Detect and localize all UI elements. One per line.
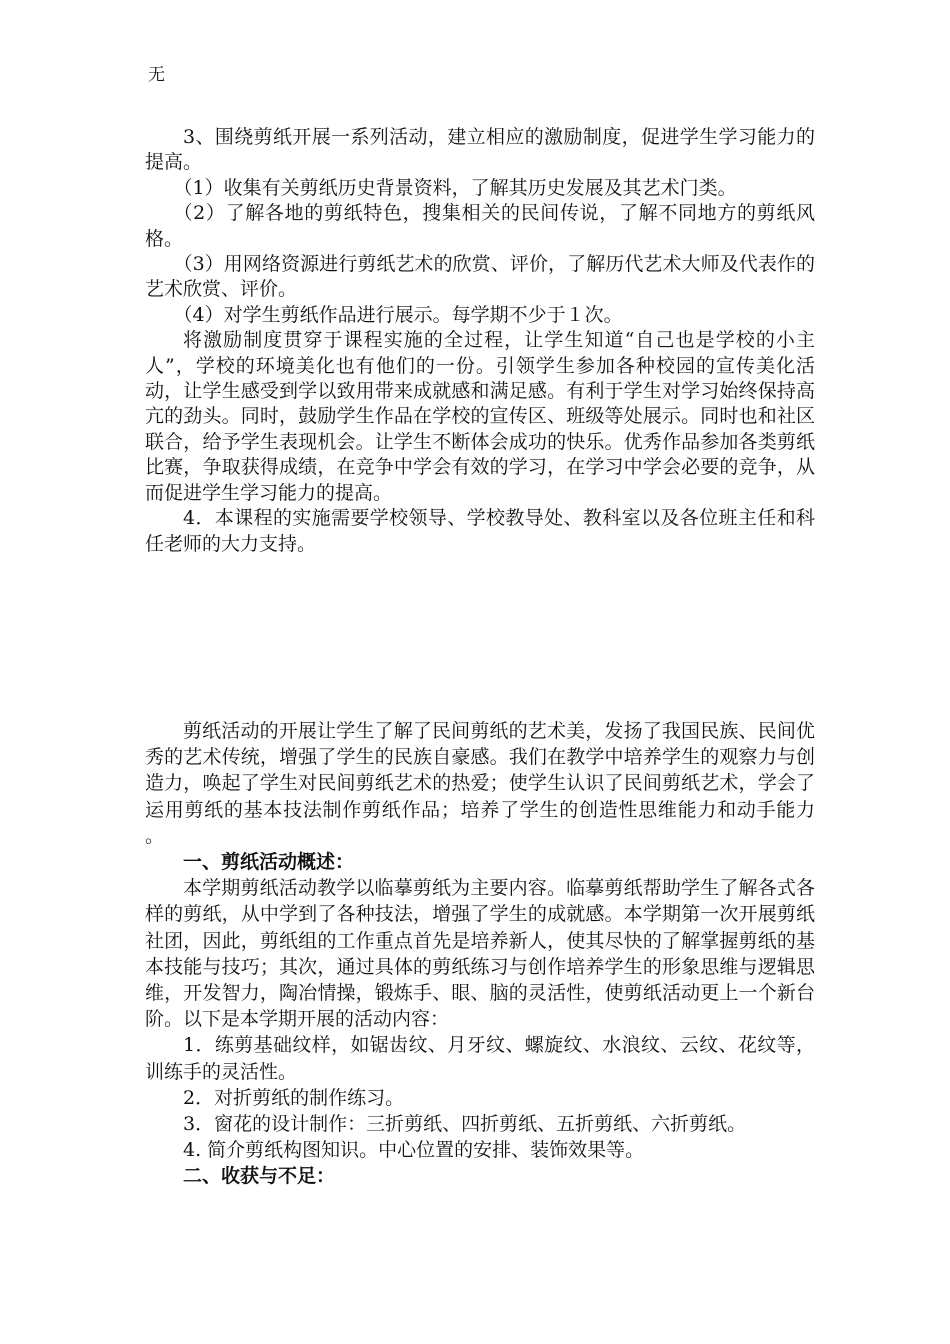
- section-summary: [145, 718, 815, 1190]
- section-activities: [145, 125, 815, 557]
- list-item: 3．窗花的设计制作：三折剪纸、四折剪纸、五折剪纸、六折剪纸。: [183, 1113, 747, 1136]
- section-heading: 二、收获与不足：: [183, 1165, 336, 1188]
- paragraph: 3、围绕剪纸开展一系列活动，建立相应的激励制度，促进学生学习能力的提高。: [145, 126, 815, 174]
- paragraph: 将激励制度贯穿于课程实施的全过程，让学生知道“自己也是学校的小主人”，学校的环境美化也有他们的一份。引领学生参加各种校园的宣传美化活动，让学生感受到学以致用带来成就感和满足感。有利于学生对学习始终保持高亢的劲头。同时，鼓励学生作品在学校的宣传区、班级等处展示。同时也和社区联合，给予学生表现机会。让学生不断体会成功的快乐。优秀作品参加各类剪纸比赛，争取获得成绩，在竞争中学会有效的学习，在学习中学会必要的竞争，从而促进学生学习能力的提高。: [145, 329, 815, 504]
- list-item: （2）了解各地的剪纸特色，搜集相关的民间传说，了解不同地方的剪纸风格。: [145, 202, 815, 250]
- intro-paragraph: 剪纸活动的开展让学生了解了民间剪纸的艺术美，发扬了我国民族、民间优秀的艺术传统，增强了学生的民族自豪感。我们在教学中培养学生的观察力与创造力，唤起了学生对民间剪纸艺术的热爱；使学生认识了民间剪纸艺术，学会了运用剪纸的基本技法制作剪纸作品；培养了学生的创造性思维能力和动手能力 。: [145, 720, 815, 847]
- list-item: （3）用网络资源进行剪纸艺术的欣赏、评价，了解历代艺术大师及代表作的艺术欣赏、评价。: [145, 253, 815, 301]
- page-header: 无: [148, 65, 165, 85]
- list-item: （4）对学生剪纸作品进行展示。每学期不少于１次。: [173, 303, 623, 326]
- list-item: （1）收集有关剪纸历史背景资料，了解其历史发展及其艺术门类。: [173, 176, 737, 199]
- list-item: 4. 简介剪纸构图知识。中心位置的安排、装饰效果等。: [183, 1139, 645, 1162]
- list-item: 1．练剪基础纹样，如锯齿纹、月牙纹、螺旋纹、水浪纹、云纹、花纹等，训练手的灵活性。: [145, 1034, 815, 1083]
- paragraph: 4．本课程的实施需要学校领导、学校教导处、教科室以及各位班主任和科任老师的大力支持。: [145, 507, 815, 555]
- overview-paragraph: 本学期剪纸活动教学以临摹剪纸为主要内容。临摹剪纸帮助学生了解各式各样的剪纸，从中学到了各种技法，增强了学生的成就感。本学期第一次开展剪纸社团，因此，剪纸组的工作重点首先是培养新人，使其尽快的了解掌握剪纸的基本技能与技巧；其次，通过具体的剪纸练习与创作培养学生的形象思维与逻辑思维，开发智力，陶冶情操，锻炼手、眼、脑的灵活性，使剪纸活动更上一个新台阶。以下是本学期开展的活动内容：: [145, 877, 815, 1031]
- section-heading: 一、剪纸活动概述：: [183, 851, 355, 874]
- list-item: 2．对折剪纸的制作练习。: [183, 1086, 405, 1109]
